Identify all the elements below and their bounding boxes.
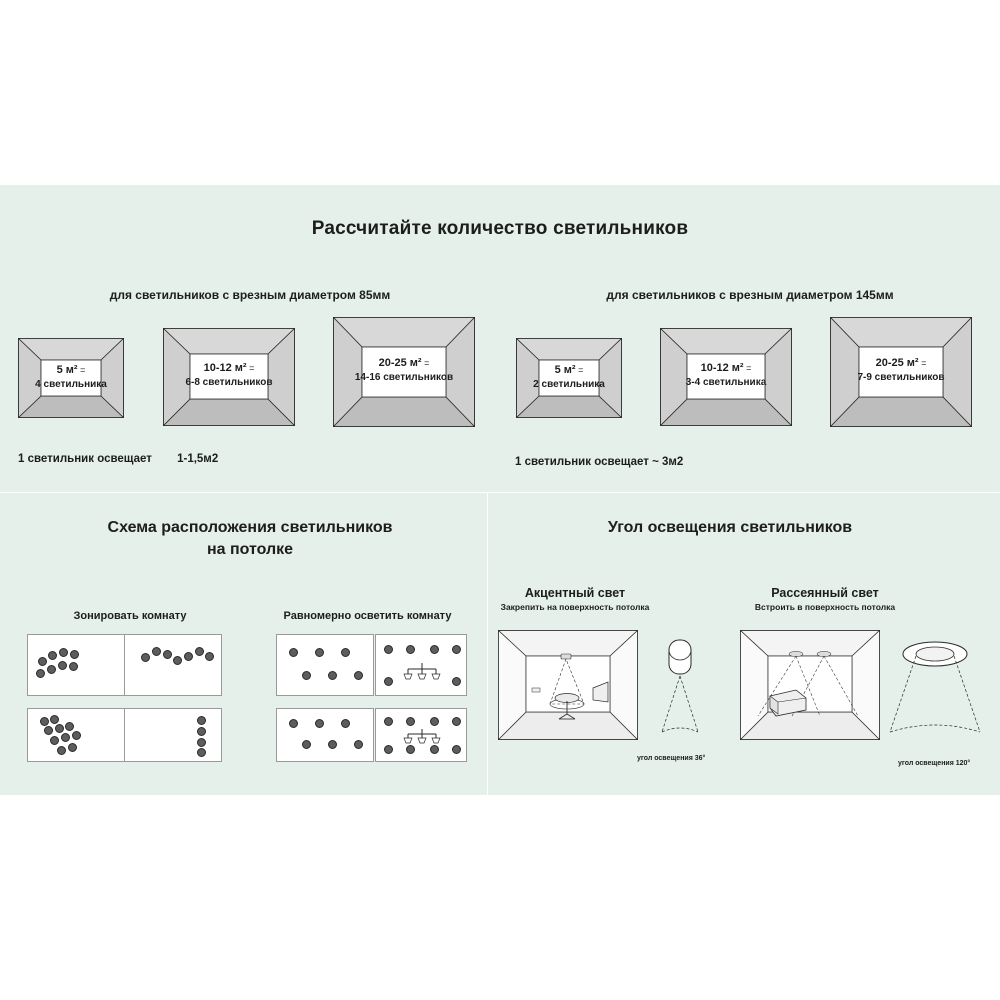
note-left-value: 1-1,5м2 — [177, 453, 219, 465]
plan-even-4 — [375, 708, 467, 762]
heading-85mm: для светильников с врезным диаметром 85мм — [109, 288, 391, 302]
room-area: 10-12 м² — [700, 362, 744, 374]
room-85-10m — [163, 328, 295, 426]
room-area: 20-25 м² — [875, 357, 919, 369]
diffuse-subtitle: Встроить в поверхность потолка — [754, 602, 896, 612]
caption-accent-angle: угол освещения 36° — [637, 755, 706, 762]
scene-diffuse-room — [740, 630, 880, 745]
room-eq: = — [578, 365, 584, 375]
section-title-angle: Угол освещения светильников — [607, 519, 853, 536]
accent-title: Акцентный свет — [524, 586, 626, 600]
room-85-20m — [333, 317, 475, 427]
plan-even-3 — [375, 634, 467, 696]
room-145-10m — [660, 328, 792, 426]
section-title-layout-line1: Схема расположения светильников — [107, 519, 393, 536]
room-lamps: 2 светильника — [533, 379, 605, 390]
room-lamps: 14-16 светильников — [354, 372, 454, 383]
divider-vertical — [487, 493, 488, 795]
room-eq: = — [424, 358, 430, 368]
accent-subtitle: Закрепить на поверхность потолка — [500, 602, 650, 612]
room-area: 5 м² — [56, 364, 78, 376]
room-lamps: 7-9 светильников — [857, 372, 945, 383]
scene-accent-room — [498, 630, 638, 745]
room-lamps: 6-8 светильников — [185, 377, 273, 388]
room-area: 10-12 м² — [203, 362, 247, 374]
plan-zoning-2 — [124, 634, 222, 696]
divider-horizontal — [0, 492, 1000, 493]
heading-accent-light — [460, 586, 690, 612]
room-eq: = — [249, 363, 255, 373]
label-zoning: Зонировать комнату — [73, 610, 187, 622]
room-eq: = — [80, 365, 86, 375]
room-145-20m — [830, 317, 972, 427]
room-area: 20-25 м² — [378, 357, 422, 369]
room-lamps: 3-4 светильника — [685, 377, 767, 388]
heading-diffuse-light — [700, 586, 950, 612]
plan-even-1 — [276, 634, 374, 696]
plan-zoning-3 — [27, 708, 125, 762]
room-eq: = — [746, 363, 752, 373]
room-145-5m — [516, 338, 622, 418]
note-right: 1 светильник освещает ~ 3м2 — [515, 456, 684, 468]
room-lamps: 4 светильника — [35, 379, 107, 390]
plan-zoning-1 — [27, 634, 125, 696]
diagram-diffuse-angle — [880, 636, 990, 761]
page-title: Рассчитайте количество светильников — [311, 218, 689, 239]
caption-diffuse-angle: угол освещения 120° — [898, 760, 971, 767]
label-even-light: Равномерно осветить комнату — [283, 610, 452, 622]
diffuse-title: Рассеянный свет — [771, 586, 879, 600]
plan-even-2 — [276, 708, 374, 762]
plan-zoning-4 — [124, 708, 222, 762]
room-85-5m — [18, 338, 124, 418]
diagram-accent-angle — [645, 636, 715, 761]
heading-145mm: для светильников с врезным диаметром 145мм — [606, 288, 894, 302]
note-left — [18, 453, 218, 465]
room-area: 5 м² — [554, 364, 576, 376]
note-left-label: 1 светильник освещает — [18, 453, 152, 465]
room-eq: = — [921, 358, 927, 368]
section-title-layout — [40, 517, 460, 561]
section-title-layout-line2: на потолке — [206, 541, 294, 558]
